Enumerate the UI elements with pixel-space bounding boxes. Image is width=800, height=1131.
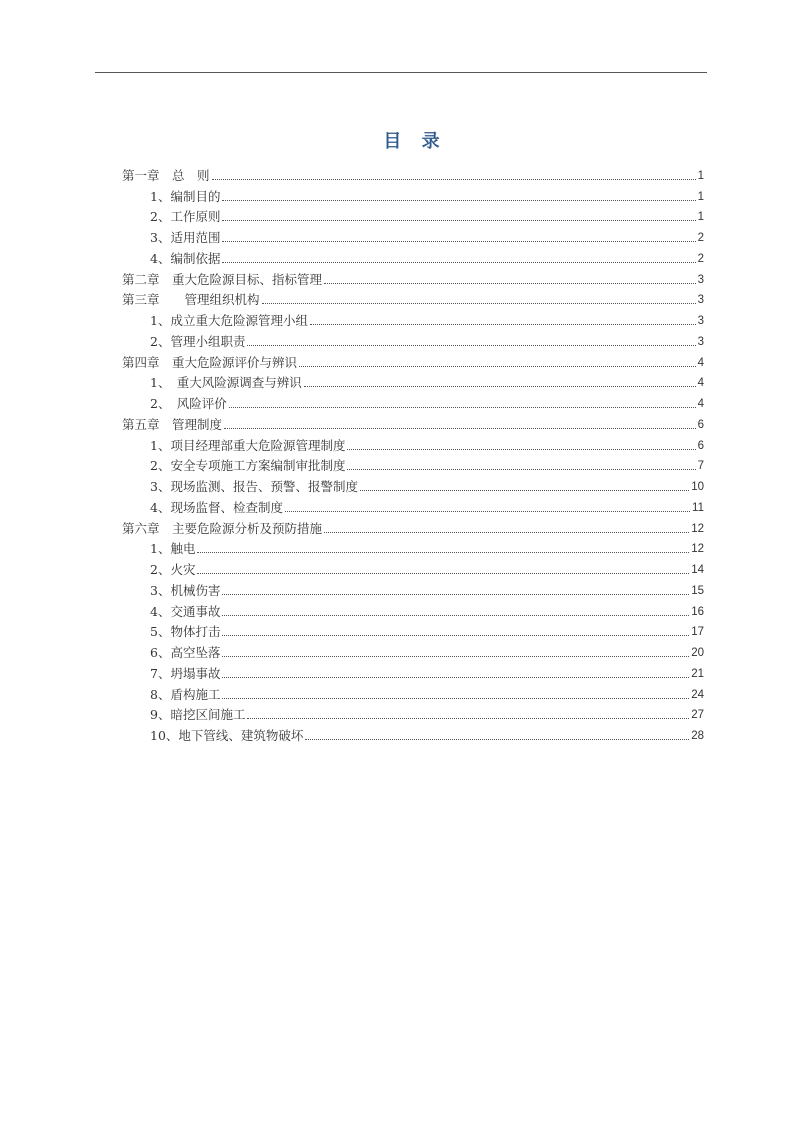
toc-entry-label: 第三章 管理组织机构 (122, 292, 260, 308)
toc-section-entry[interactable] (122, 390, 704, 411)
toc-section-entry[interactable] (122, 660, 704, 681)
toc-entry-label: 6、高空坠落 (150, 645, 221, 660)
toc-page-number: 6 (697, 418, 704, 431)
toc-entry-label: 8、盾构施工 (150, 686, 221, 702)
toc-dot-leader (222, 594, 689, 595)
toc-entry-label: 3、机械伤害 (150, 582, 221, 598)
toc-entry-label: 第五章 管理制度 (122, 416, 223, 432)
toc-entry-label: 4、交通事故 (150, 603, 221, 619)
toc-entry-label: 9、暗挖区间施工 (150, 707, 246, 723)
toc-dot-leader (305, 739, 689, 740)
toc-entry-label: 1、成立重大危险源管理小组 (150, 313, 308, 328)
table-of-contents (122, 162, 704, 743)
toc-dot-leader (222, 220, 695, 221)
toc-section-entry[interactable] (122, 639, 704, 660)
toc-chapter-entry[interactable] (122, 266, 704, 287)
toc-chapter-entry[interactable] (122, 287, 704, 308)
toc-dot-leader (222, 635, 689, 636)
toc-section-entry[interactable] (122, 370, 704, 391)
toc-dot-leader (222, 656, 689, 657)
toc-title: 目 录 (383, 131, 447, 152)
toc-entry-label: 1、 重大风险源调查与辨识 (150, 375, 302, 391)
toc-page-number: 1 (697, 211, 704, 224)
toc-entry-label: 2、管理小组职责 (150, 333, 246, 349)
header-rule (95, 72, 707, 73)
toc-page-number: 4 (697, 377, 704, 390)
toc-dot-leader (197, 573, 689, 574)
toc-section-entry[interactable] (122, 204, 704, 225)
toc-dot-leader (310, 324, 696, 325)
toc-page-number: 3 (697, 335, 704, 348)
toc-page-number: 21 (691, 667, 704, 680)
toc-dot-leader (347, 449, 695, 450)
toc-section-entry[interactable] (122, 681, 704, 702)
toc-page-number: 1 (697, 169, 704, 182)
toc-dot-leader (285, 511, 690, 512)
toc-dot-leader (247, 718, 689, 719)
toc-chapter-entry[interactable] (122, 349, 704, 370)
toc-section-entry[interactable] (122, 307, 704, 328)
toc-entry-label: 第四章 重大危险源评价与辨识 (122, 354, 298, 370)
toc-page-number: 15 (691, 584, 704, 597)
toc-dot-leader (222, 262, 695, 263)
toc-dot-leader (222, 677, 689, 678)
toc-entry-label: 1、编制目的 (150, 188, 221, 204)
toc-page-number: 3 (697, 273, 704, 286)
toc-page-number: 24 (691, 688, 704, 701)
toc-page-number: 2 (697, 232, 704, 244)
toc-page-number: 14 (691, 564, 704, 576)
toc-page-number: 17 (691, 626, 704, 639)
toc-section-entry[interactable] (122, 453, 704, 474)
toc-section-entry[interactable] (122, 432, 704, 453)
toc-page-number: 3 (697, 294, 704, 307)
toc-entry-label: 第六章 主要危险源分析及预防措施 (122, 520, 323, 536)
toc-entry-label: 10、地下管线、建筑物破坏 (150, 728, 304, 743)
toc-entry-label: 5、物体打击 (150, 624, 221, 640)
toc-entry-label: 第一章 总 则 (122, 167, 210, 183)
toc-page-number: 3 (697, 315, 704, 327)
toc-dot-leader (222, 698, 689, 699)
toc-entry-label: 1、项目经理部重大危险源管理制度 (150, 437, 346, 453)
toc-section-entry[interactable] (122, 556, 704, 577)
toc-page-number: 1 (697, 190, 704, 203)
toc-section-entry[interactable] (122, 577, 704, 598)
toc-page-number: 7 (697, 460, 704, 473)
toc-dot-leader (299, 366, 696, 367)
toc-section-entry[interactable] (122, 494, 704, 515)
toc-page-number: 12 (691, 522, 704, 535)
toc-section-entry[interactable] (122, 183, 704, 204)
toc-dot-leader (222, 615, 689, 616)
toc-entry-label: 第二章 重大危险源目标、指标管理 (122, 271, 323, 287)
toc-dot-leader (224, 428, 696, 429)
toc-chapter-entry[interactable] (122, 515, 704, 536)
toc-page-number: 28 (691, 730, 704, 742)
toc-entry-label: 3、现场监测、报告、预警、报警制度 (150, 479, 358, 494)
toc-entry-label: 7、坍塌事故 (150, 665, 221, 681)
toc-chapter-entry[interactable] (122, 411, 704, 432)
toc-page-number: 11 (692, 501, 704, 514)
toc-entry-label: 3、适用范围 (150, 230, 221, 245)
toc-section-entry[interactable] (122, 245, 704, 266)
toc-dot-leader (247, 345, 695, 346)
toc-dot-leader (229, 407, 696, 408)
toc-entry-label: 2、安全专项施工方案编制审批制度 (150, 458, 346, 474)
toc-section-entry[interactable] (122, 473, 704, 494)
toc-dot-leader (212, 179, 696, 180)
toc-entry-label: 2、工作原则 (150, 209, 221, 225)
toc-page-number: 20 (691, 647, 704, 659)
toc-dot-leader (360, 490, 689, 491)
toc-entry-label: 4、现场监督、检查制度 (150, 499, 283, 515)
toc-page-number: 10 (691, 481, 704, 493)
toc-page-number: 12 (691, 543, 704, 556)
toc-section-entry[interactable] (122, 598, 704, 619)
toc-page-number: 4 (697, 398, 704, 410)
toc-page-number: 4 (697, 356, 704, 369)
toc-dot-leader (324, 532, 689, 533)
toc-dot-leader (347, 469, 695, 470)
toc-section-entry[interactable] (122, 328, 704, 349)
toc-section-entry[interactable] (122, 536, 704, 557)
toc-page-number: 6 (697, 439, 704, 452)
toc-page-number: 16 (691, 605, 704, 618)
toc-entry-label: 2、火灾 (150, 562, 196, 577)
toc-dot-leader (262, 303, 696, 304)
toc-section-entry[interactable] (122, 224, 704, 245)
toc-dot-leader (324, 283, 696, 284)
toc-page-number: 27 (691, 709, 704, 722)
toc-dot-leader (304, 386, 696, 387)
toc-section-entry[interactable] (122, 702, 704, 723)
toc-entry-label: 1、触电 (150, 541, 196, 557)
toc-dot-leader (222, 241, 695, 242)
toc-section-entry[interactable] (122, 619, 704, 640)
toc-chapter-entry[interactable] (122, 162, 704, 183)
toc-dot-leader (197, 552, 689, 553)
toc-entry-label: 4、编制依据 (150, 250, 221, 266)
toc-section-entry[interactable] (122, 722, 704, 743)
toc-entry-label: 2、 风险评价 (150, 396, 227, 411)
toc-page-number: 2 (697, 252, 704, 265)
toc-dot-leader (222, 200, 695, 201)
